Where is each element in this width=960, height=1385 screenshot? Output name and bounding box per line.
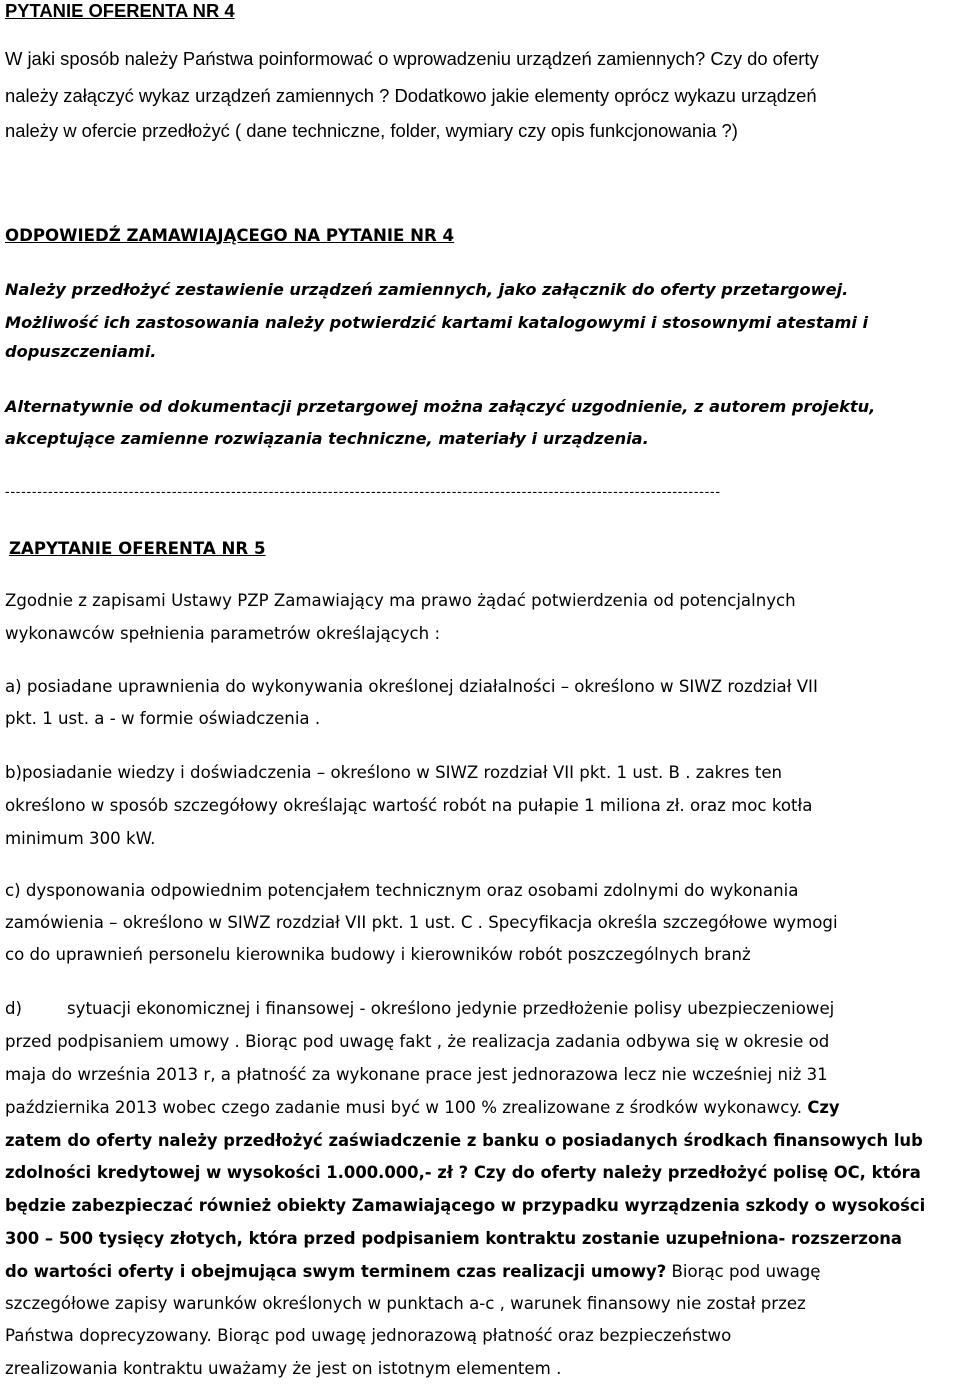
item-d-line-10: szczegółowe zapisy warunków określonych w punktach a-c , warunek finansowy nie został przez bbox=[5, 1294, 806, 1313]
item-d-line-2: przed podpisaniem umowy . Biorąc pod uwagę fakt , że realizacja zadania odbywa się w okresie od bbox=[5, 1032, 830, 1051]
item-a-line-2: pkt. 1 ust. a - w formie oświadczenia . bbox=[5, 709, 321, 728]
item-c-line-1: c) dysponowania odpowiednim potencjałem technicznym oraz osobami zdolnymi do wykonania bbox=[5, 881, 799, 900]
question-4-line-2: należy załączyć wykaz urządzeń zamiennych ? Dodatkowo jakie elementy oprócz wykazu urządzeń bbox=[5, 85, 817, 106]
item-d-line-9-bold: do wartości oferty i obejmująca swym terminem czas realizacji umowy? bbox=[5, 1262, 667, 1281]
item-d-marker: d) bbox=[5, 999, 23, 1018]
item-d-line-5: zatem do oferty należy przedłożyć zaświadczenie z banku o posiadanych środkach finansowych lub bbox=[5, 1131, 923, 1150]
question-4-heading: PYTANIE OFERENTA NR 4 bbox=[5, 0, 235, 21]
item-d-line-3: maja do września 2013 r, a płatność za wykonane prace jest jednorazowa lecz nie wcześniej niż 31 bbox=[5, 1065, 828, 1084]
answer-4-line-1: Należy przedłożyć zestawienie urządzeń zamiennych, jako załącznik do oferty przetargowej. bbox=[5, 280, 849, 299]
question-4-line-1: W jaki sposób należy Państwa poinformować o wprowadzeniu urządzeń zamiennych? Czy do oferty bbox=[5, 48, 819, 69]
item-d-line-7: będzie zabezpieczać również obiekty Zamawiającego w przypadku wyrządzenia szkody o wysokości bbox=[5, 1196, 926, 1215]
item-d-line-4 bbox=[5, 1098, 840, 1117]
item-a-line-1: a) posiadane uprawnienia do wykonywania określonej działalności – określono w SIWZ rozdział VII bbox=[5, 677, 818, 696]
item-b-line-3: minimum 300 kW. bbox=[5, 829, 156, 848]
question-4-line-3: należy w ofercie przedłożyć ( dane techniczne, folder, wymiary czy opis funkcjonowania ?) bbox=[5, 120, 738, 141]
item-d-line-4-text: października 2013 wobec czego zadanie musi być w 100 % zrealizowane z środków wykonawcy. bbox=[5, 1098, 808, 1117]
question-5-intro-line-1: Zgodnie z zapisami Ustawy PZP Zamawiający ma prawo żądać potwierdzenia od potencjalnych bbox=[5, 591, 796, 610]
answer-4-heading: ODPOWIEDŹ ZAMAWIAJĄCEGO NA PYTANIE NR 4 bbox=[5, 226, 455, 245]
answer-4-line-5: akceptujące zamienne rozwiązania techniczne, materiały i urządzenia. bbox=[5, 429, 649, 448]
answer-4-line-2: Możliwość ich zastosowania należy potwierdzić kartami katalogowymi i stosownymi atestami i bbox=[5, 313, 869, 332]
item-c-line-2: zamówienia – określono w SIWZ rozdział VII pkt. 1 ust. C . Specyfikacja określa szczegółowe wymogi bbox=[5, 913, 838, 932]
item-d-line-8: 300 – 500 tysięcy złotych, która przed podpisaniem kontraktu zostanie uzupełniona- rozszerzona bbox=[5, 1229, 902, 1248]
item-b-line-2: określono w sposób szczegółowy określając wartość robót na pułapie 1 miliona zł. oraz moc kotła bbox=[5, 796, 813, 815]
item-b-line-1: b)posiadanie wiedzy i doświadczenia – określono w SIWZ rozdział VII pkt. 1 ust. B . zakres ten bbox=[5, 763, 783, 782]
question-5-heading: ZAPYTANIE OFERENTA NR 5 bbox=[9, 539, 266, 558]
item-c-line-3: co do uprawnień personelu kierownika budowy i kierowników robót poszczególnych branż bbox=[5, 945, 751, 964]
question-5-intro-line-2: wykonawców spełnienia parametrów określających : bbox=[5, 624, 441, 643]
answer-4-line-3: dopuszczeniami. bbox=[5, 342, 157, 361]
item-d-line-4-bold: Czy bbox=[807, 1098, 840, 1117]
answer-4-line-4: Alternatywnie od dokumentacji przetargowej można załączyć uzgodnienie, z autorem projektu, bbox=[5, 397, 876, 416]
section-separator: ------------------------------------------------------------------------------------------------------------------------------------- bbox=[5, 483, 721, 499]
item-d-line-9-text: Biorąc pod uwagę bbox=[666, 1262, 821, 1281]
item-d-line-1 bbox=[5, 999, 834, 1018]
item-d-line-6: zdolności kredytowej w wysokości 1.000.000,- zł ? Czy do oferty należy przedłożyć polisę OC, która bbox=[5, 1163, 921, 1182]
item-d-line-12: zrealizowania kontraktu uważamy że jest on istotnym elementem . bbox=[5, 1359, 562, 1378]
item-d-line-9 bbox=[5, 1262, 821, 1281]
item-d-line-1-text: sytuacji ekonomicznej i finansowej - określono jedynie przedłożenie polisy ubezpieczeniowej bbox=[67, 999, 835, 1018]
item-d-line-11: Państwa doprecyzowany. Biorąc pod uwagę jednorazową płatność oraz bezpieczeństwo bbox=[5, 1326, 732, 1345]
